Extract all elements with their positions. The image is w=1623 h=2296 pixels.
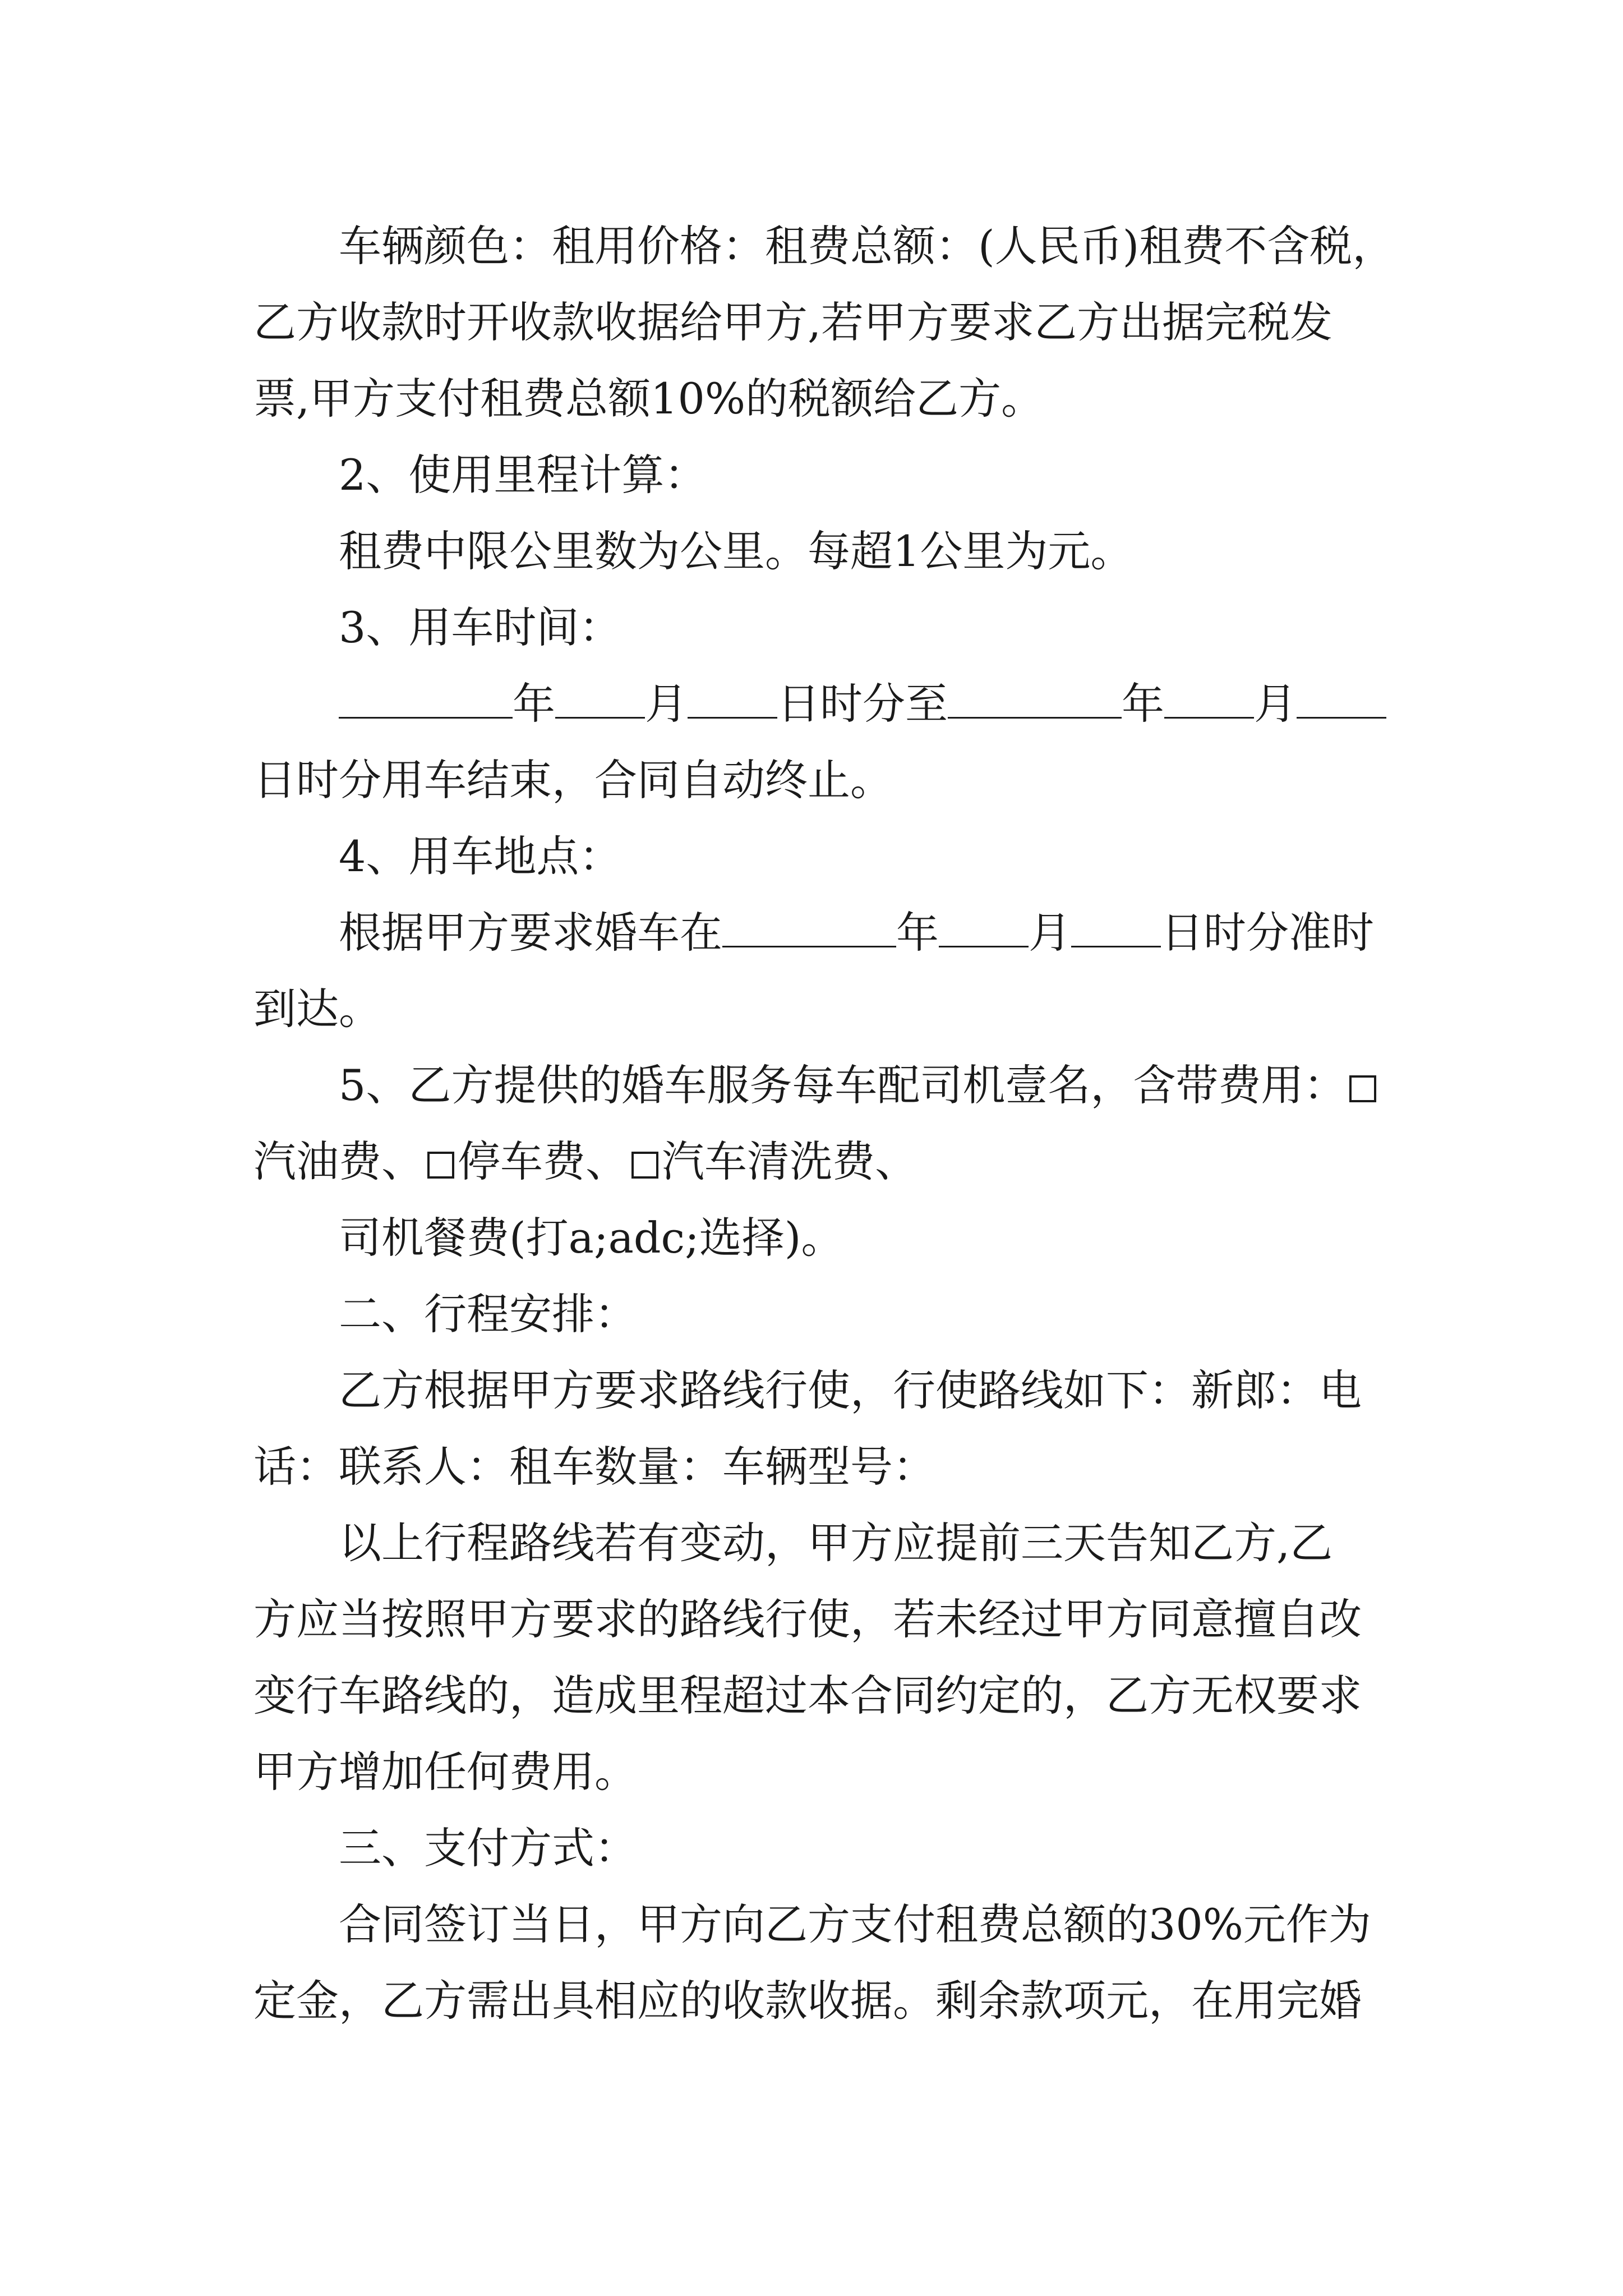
line-text: 票,甲方支付租费总额10%的税额给乙方。 [253, 374, 1044, 424]
paragraph-line [0, 1741, 1623, 1803]
paragraph-line [0, 1207, 1623, 1269]
line-text: 日时分用车结束，合同自动终止。 [253, 755, 893, 805]
line-text: 3、用车时间： [339, 602, 622, 652]
paragraph-line [0, 1131, 1623, 1193]
checkbox-icon [427, 1152, 454, 1179]
line-text: 以上行程路线若有变动，甲方应提前三天告知乙方,乙 [339, 1518, 1333, 1568]
section-heading [0, 1818, 1623, 1879]
blank-underline [1164, 678, 1254, 719]
date-fill-line [0, 673, 1623, 735]
paragraph-line [0, 1512, 1623, 1574]
month-label: 月 [1029, 908, 1071, 958]
line-text: 方应当按照甲方要求的路线行使，若未经过甲方同意擅自改 [253, 1594, 1362, 1644]
paragraph-line [0, 1894, 1623, 1955]
option-label: 汽油费、 [253, 1137, 424, 1186]
blank-underline [1297, 678, 1386, 719]
blank-underline [688, 678, 777, 719]
line-text [339, 1055, 1380, 1116]
line-text: 话：联系人：租车数量：车辆型号： [253, 1442, 935, 1492]
paragraph-line [0, 1436, 1623, 1498]
blank-underline [339, 678, 513, 719]
line-text: 2、使用里程计算： [339, 450, 707, 500]
paragraph-line [0, 292, 1623, 353]
blank-underline [722, 907, 896, 947]
line-text: 4、用车地点： [339, 831, 622, 881]
year-label: 年 [513, 679, 555, 729]
line-text: 乙方根据甲方要求路线行使，行使路线如下：新郎：电 [339, 1365, 1362, 1415]
option-label: 汽车清洗费、 [662, 1137, 917, 1186]
checkbox-icon [631, 1152, 658, 1179]
line-text: 到达。 [253, 984, 381, 1034]
paragraph-line [0, 521, 1623, 582]
paragraph-line [0, 1589, 1623, 1650]
line-text: 二、行程安排： [339, 1289, 637, 1339]
blank-underline [948, 678, 1122, 719]
option-label: 停车费、 [458, 1137, 628, 1186]
line-text: 三、支付方式： [339, 1823, 637, 1873]
paragraph-line [0, 368, 1623, 430]
location-label: 根据甲方要求婚车在 [339, 908, 722, 958]
line-text: 定金，乙方需出具相应的收款收据。剩余款项元，在用完婚 [253, 1976, 1362, 2026]
paragraph-line [0, 1360, 1623, 1421]
line-text [339, 902, 1374, 964]
line-text [253, 1131, 917, 1193]
line-text: 车辆颜色：租用价格：租费总额：(人民币)租费不含税， [339, 221, 1395, 271]
checkbox-icon [1349, 1075, 1376, 1102]
blank-underline [1071, 907, 1161, 947]
line-text: 合同签订当日，甲方向乙方支付租费总额的30%元作为 [339, 1899, 1371, 1949]
paragraph-line [0, 215, 1623, 277]
day-time-label: 日时分准时 [1161, 908, 1374, 958]
line-text [339, 673, 1386, 735]
year-label: 年 [896, 908, 939, 958]
line-text: 变行车路线的，造成里程超过本合同约定的，乙方无权要求 [253, 1671, 1362, 1720]
date-fill-line [0, 902, 1623, 964]
line-text: 乙方收款时开收款收据给甲方,若甲方要求乙方出据完税发 [253, 297, 1333, 347]
blank-underline [939, 907, 1029, 947]
year-label: 年 [1122, 679, 1164, 729]
paragraph-line [0, 1970, 1623, 2032]
blank-underline [555, 678, 645, 719]
month-label: 月 [1254, 679, 1297, 729]
month-label: 月 [645, 679, 688, 729]
paragraph-line [0, 1665, 1623, 1727]
paragraph-line [0, 749, 1623, 811]
line-text: 甲方增加任何费用。 [253, 1747, 637, 1797]
service-label: 5、乙方提供的婚车服务每车配司机壹名，含带费用： [339, 1060, 1347, 1110]
section-heading [0, 826, 1623, 887]
section-heading [0, 597, 1623, 659]
day-time-label: 日时分至 [777, 679, 948, 729]
line-text: 司机餐费(打a;adc;选择)。 [339, 1213, 844, 1263]
paragraph-line [0, 978, 1623, 1040]
section-heading [0, 444, 1623, 506]
paragraph-line [0, 1055, 1623, 1116]
section-heading [0, 1283, 1623, 1345]
line-text: 租费中限公里数为公里。每超1公里为元。 [339, 526, 1133, 576]
